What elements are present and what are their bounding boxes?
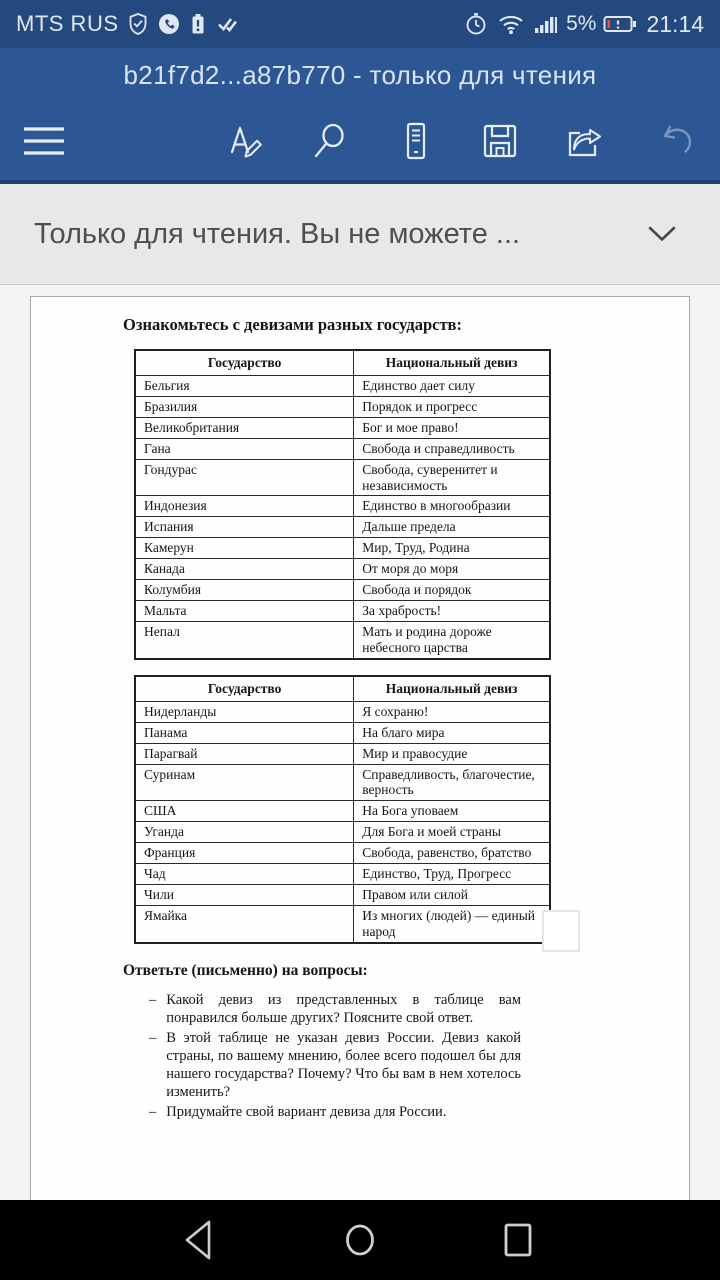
table-header-row <box>135 350 550 375</box>
signal-strength-icon <box>533 12 559 36</box>
motto-cell: Единство, Труд, Прогресс <box>354 864 550 885</box>
table-row <box>135 621 550 658</box>
question-item <box>149 1030 521 1102</box>
motto-cell: Мир, Труд, Родина <box>354 538 550 559</box>
status-bar-right <box>463 11 704 38</box>
mottos-table-1 <box>134 349 551 660</box>
questions-list <box>149 992 521 1122</box>
table-header-row <box>135 676 550 701</box>
home-button[interactable] <box>315 1200 405 1280</box>
question-text: Придумайте свой вариант девиза для России. <box>166 1103 447 1120</box>
battery-low-icon <box>603 14 637 34</box>
mobile-view-icon <box>395 120 437 162</box>
table-row <box>135 375 550 396</box>
phone-mode-icon <box>157 12 181 36</box>
motto-cell: Единство дает силу <box>354 375 550 396</box>
question-text: В этой таблице не указан девиз России. Девиз какой страны, по вашему мнению, более всего подошел бы для нашего государства? Почему? Что бы вам в нем хотелось изменить? <box>166 1029 521 1100</box>
double-check-icon <box>215 12 239 36</box>
carrier-label: MTS RUS <box>16 11 119 36</box>
document-title: b21f7d2...a87b770 - только для чтения <box>123 59 597 90</box>
table-row <box>135 559 550 580</box>
search-button[interactable] <box>306 116 354 166</box>
save-button[interactable] <box>476 116 524 166</box>
table-row <box>135 396 550 417</box>
toolbar <box>0 102 720 184</box>
readonly-message: Только для чтения. Вы не можете ... <box>34 217 521 250</box>
country-cell: Канада <box>135 559 354 580</box>
menu-button[interactable] <box>20 116 68 166</box>
motto-cell: Справедливость, благочестие, верность <box>354 764 550 801</box>
motto-cell: Свобода и справедливость <box>354 438 550 459</box>
question-text: Какой девиз из представленных в таблице вам понравился больше других? Поясните свой ответ. <box>166 991 521 1026</box>
hamburger-icon <box>22 124 66 158</box>
country-cell: Бельгия <box>135 375 354 396</box>
clock-label: 21:14 <box>646 10 704 37</box>
recents-icon <box>496 1216 540 1264</box>
status-bar-left <box>16 11 239 37</box>
back-icon <box>178 1216 222 1264</box>
table-row <box>135 743 550 764</box>
document-page <box>30 296 690 1200</box>
table-row <box>135 517 550 538</box>
edit-icon <box>225 120 267 162</box>
motto-cell: Для Бога и моей страны <box>354 822 550 843</box>
mottos-table-2 <box>134 675 551 944</box>
table-row <box>135 801 550 822</box>
motto-cell: Мир и правосудие <box>354 743 550 764</box>
motto-cell: На благо мира <box>354 722 550 743</box>
motto-cell: Бог и мое право! <box>354 417 550 438</box>
motto-cell: От моря до моря <box>354 559 550 580</box>
table-row <box>135 538 550 559</box>
table-row <box>135 417 550 438</box>
motto-cell: Из многих (людей) — единый народ <box>354 905 550 942</box>
motto-cell: Мать и родина дороже небесного царства <box>354 621 550 658</box>
home-icon <box>336 1216 384 1264</box>
chevron-down-icon[interactable] <box>646 225 678 243</box>
country-cell: Франция <box>135 843 354 864</box>
undo-icon <box>655 120 697 162</box>
wifi-icon <box>496 12 526 36</box>
motto-cell: Порядок и прогресс <box>354 396 550 417</box>
motto-cell: Я сохраню! <box>354 701 550 722</box>
country-cell: Колумбия <box>135 580 354 601</box>
motto-cell: За храбрость! <box>354 601 550 622</box>
table-row <box>135 580 550 601</box>
battery-alert-icon <box>190 12 206 36</box>
table-row <box>135 496 550 517</box>
search-icon <box>309 120 351 162</box>
country-cell: Камерун <box>135 538 354 559</box>
table-row <box>135 764 550 801</box>
country-cell: Панама <box>135 722 354 743</box>
intro-heading: Ознакомьтесь с девизами разных государств: <box>123 315 462 334</box>
table-row <box>135 822 550 843</box>
table-row <box>135 885 550 906</box>
country-cell: Непал <box>135 621 354 658</box>
mobile-view-button[interactable] <box>392 116 440 166</box>
list-dash-marker: – <box>149 991 157 1008</box>
table-row <box>135 722 550 743</box>
alarm-clock-icon <box>463 11 489 37</box>
country-cell: Ямайка <box>135 905 354 942</box>
motto-cell: На Бога уповаем <box>354 801 550 822</box>
battery-percent-label: 5% <box>566 12 597 35</box>
country-cell: Уганда <box>135 822 354 843</box>
country-cell: Суринам <box>135 764 354 801</box>
shield-check-icon <box>128 12 148 36</box>
list-dash-marker: – <box>149 1029 157 1046</box>
country-cell: Чили <box>135 885 354 906</box>
navigation-bar <box>0 1200 720 1280</box>
country-cell: Испания <box>135 517 354 538</box>
country-cell: Нидерланды <box>135 701 354 722</box>
edit-button[interactable] <box>222 116 270 166</box>
empty-annotation-box <box>542 910 580 952</box>
column-header: Государство <box>135 350 354 375</box>
undo-button[interactable] <box>652 116 700 166</box>
table-row <box>135 864 550 885</box>
table-row <box>135 701 550 722</box>
question-item <box>149 992 521 1028</box>
save-icon <box>479 120 521 162</box>
list-dash-marker: – <box>149 1103 157 1120</box>
question-item <box>149 1104 521 1122</box>
status-bar <box>0 0 720 48</box>
share-icon <box>563 120 605 162</box>
readonly-banner[interactable] <box>0 184 720 285</box>
country-cell: Гана <box>135 438 354 459</box>
country-cell: Индонезия <box>135 496 354 517</box>
recents-button[interactable] <box>473 1200 563 1280</box>
table-row <box>135 459 550 496</box>
motto-cell: Единство в многообразии <box>354 496 550 517</box>
country-cell: Чад <box>135 864 354 885</box>
table-row <box>135 905 550 942</box>
table-row <box>135 601 550 622</box>
country-cell: Великобритания <box>135 417 354 438</box>
motto-cell: Свобода, равенство, братство <box>354 843 550 864</box>
table-row <box>135 438 550 459</box>
motto-cell: Правом или силой <box>354 885 550 906</box>
country-cell: Гондурас <box>135 459 354 496</box>
app-title-bar <box>0 48 720 102</box>
share-button[interactable] <box>560 116 608 166</box>
motto-cell: Свобода, суверенитет и независимость <box>354 459 550 496</box>
country-cell: Мальта <box>135 601 354 622</box>
questions-heading: Ответьте (письменно) на вопросы: <box>123 961 368 979</box>
country-cell: США <box>135 801 354 822</box>
table-row <box>135 843 550 864</box>
motto-cell: Дальше предела <box>354 517 550 538</box>
page-content <box>31 297 689 1122</box>
motto-cell: Свобода и порядок <box>354 580 550 601</box>
country-cell: Бразилия <box>135 396 354 417</box>
document-viewport[interactable] <box>0 286 720 1200</box>
column-header: Национальный девиз <box>354 350 550 375</box>
column-header: Государство <box>135 676 354 701</box>
column-header: Национальный девиз <box>354 676 550 701</box>
country-cell: Парагвай <box>135 743 354 764</box>
back-button[interactable] <box>155 1200 245 1280</box>
